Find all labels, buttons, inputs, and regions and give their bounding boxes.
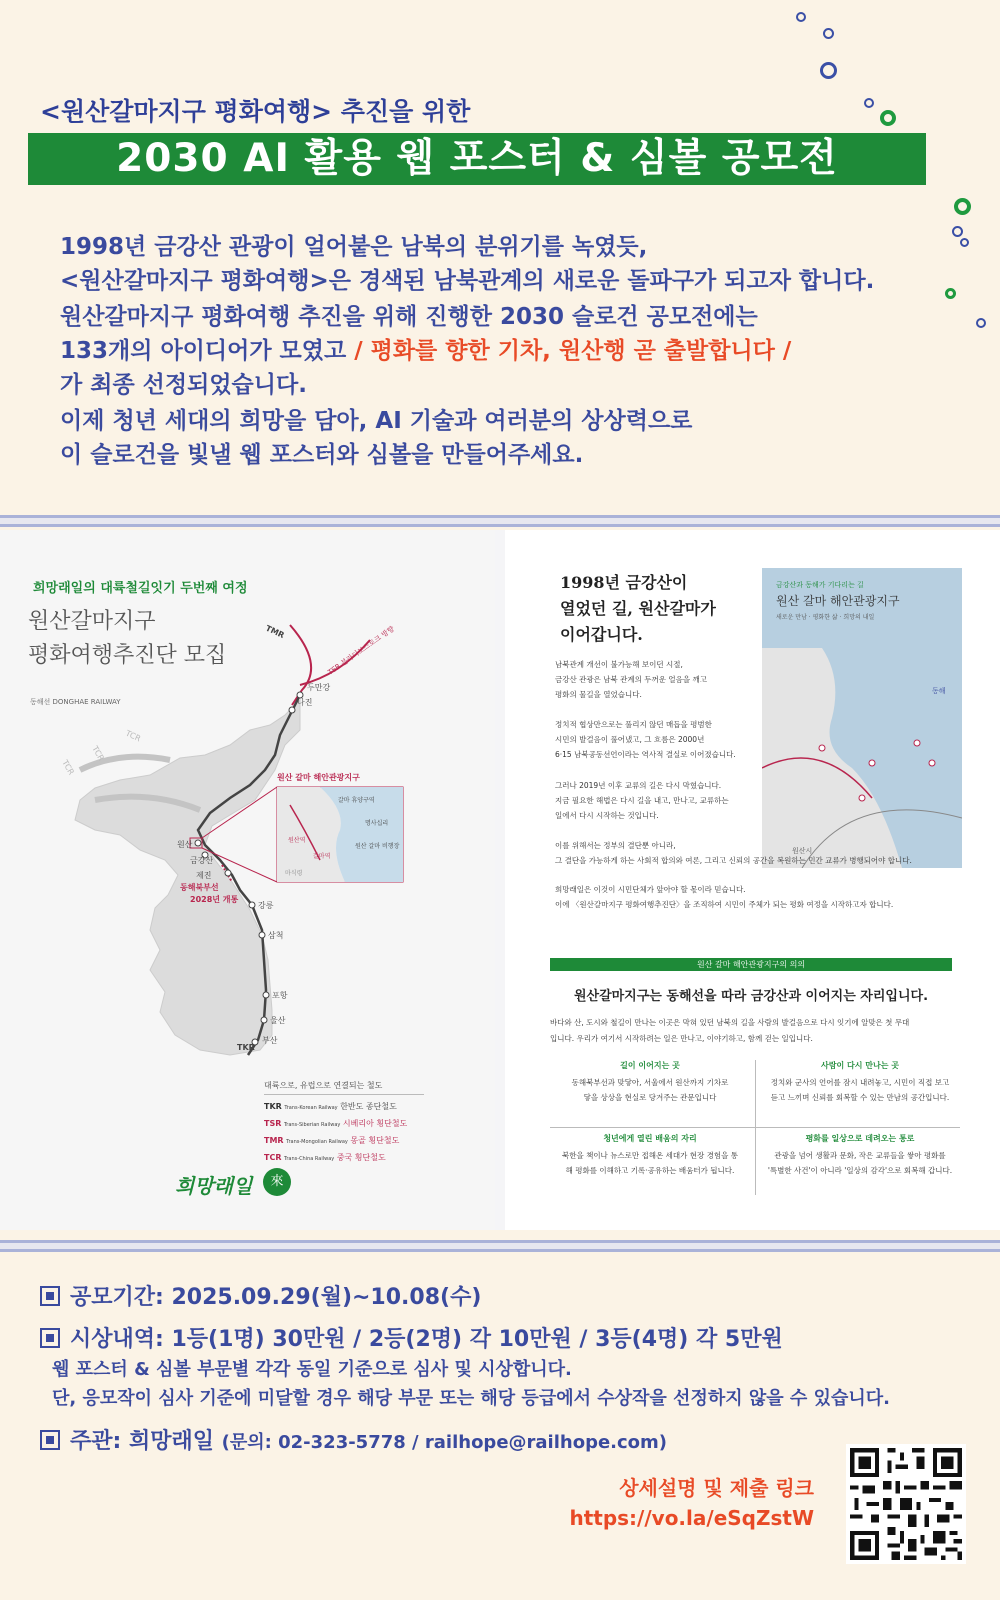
info-paragraph <box>555 778 760 823</box>
map-label: 나진 <box>297 698 313 707</box>
map-kicker: 금강산과 동해가 기다리는 길 <box>776 581 864 589</box>
map-label: 원산 갈마 비행장 <box>355 843 400 850</box>
contact-text: (문의: 02-323-5778 / railhope@railhope.com) <box>221 1432 668 1453</box>
intro-text: 133개의 아이디어가 모였고 <box>60 338 355 364</box>
contest-period <box>40 1280 481 1311</box>
intro-paragraph-1 <box>60 230 960 298</box>
cell-title: 평화를 일상으로 데려오는 통로 <box>805 1134 915 1143</box>
para-line: 그 결단을 가능하게 하는 사회적 합의와 여론, 그리고 신뢰의 공간을 복원하는 민간 교류가 병행되어야 합니다. <box>555 856 912 865</box>
poster-title <box>28 605 308 673</box>
legend-ko: 중국 횡단철도 <box>336 1153 386 1162</box>
para-line: 이에 〈원산갈마지구 평화여행추진단〉을 조직하여 시민이 주체가 되는 평화 여정을 시작하고자 합니다. <box>555 900 894 909</box>
legend-ko: 시베리아 횡단철도 <box>342 1119 408 1128</box>
map-label: 갈마역 <box>313 853 331 860</box>
bullet-box-icon <box>40 1286 60 1306</box>
map-label: TMR <box>264 623 286 641</box>
section-bar: 원산 갈마 해안관광지구의 의의 <box>550 958 952 971</box>
legend-en: Trans-Mongolian Railway <box>286 1139 348 1145</box>
desc-line: 바다와 산, 도시와 철길이 만나는 이곳은 막혀 있던 남북의 길을 사람의 발걸음으로 다시 잇기에 알맞은 첫 무대 <box>550 1018 910 1027</box>
legend-code: TSR <box>264 1119 282 1128</box>
poster-kicker: 희망래일의 대륙철길잇기 두번째 여정 <box>33 581 248 596</box>
info-poster <box>505 530 1000 1230</box>
poster-subline: 동해선 DONGHAE RAILWAY <box>30 698 121 706</box>
bullet-box-icon <box>40 1328 60 1348</box>
submission-link-label: 상세설명 및 제출 링크 <box>619 1476 814 1500</box>
legend-code: TMR <box>264 1136 284 1145</box>
poster-title-line: 원산갈마지구 <box>28 609 156 634</box>
para-line: 정치적 협상만으로는 풀리지 않던 매듭을 평범한 <box>555 720 712 729</box>
map-label: TCR <box>60 758 76 777</box>
intro-paragraph-3 <box>60 404 960 472</box>
decor-circle <box>864 98 874 108</box>
map-label: 명사십리 <box>365 820 389 827</box>
legend-row <box>264 1116 424 1133</box>
map-label: 갈마 휴양구역 <box>338 797 375 804</box>
info-paragraph <box>555 838 975 868</box>
legend-title: 대륙으로, 유럽으로 연결되는 철도 <box>264 1080 424 1095</box>
legend-ko: 몽골 횡단철도 <box>350 1136 400 1145</box>
cell-text: 해 평화를 이해하고 기록·공유하는 배움터가 됩니다. <box>565 1166 735 1175</box>
prize-note: 웹 포스터 & 심볼 부문별 각각 동일 기준으로 심사 및 시상합니다. <box>52 1359 572 1380</box>
legend-row <box>264 1133 424 1150</box>
map-label: 2028년 개통 <box>190 895 239 904</box>
cell-text: '특별한 사건'이 아니라 '일상의 감각'으로 회복해 갑니다. <box>767 1166 953 1175</box>
map-label: 금강산 <box>190 856 214 865</box>
para-line: 시민의 발걸음이 풀어냈고, 그 흐름은 2000년 <box>555 735 705 744</box>
info-paragraph <box>555 717 760 762</box>
cell-text: 정치와 군사의 언어를 잠시 내려놓고, 시민이 직접 보고 <box>770 1078 950 1087</box>
map-subtitle: 새로운 만남 · 평화한 삶 · 희망의 내일 <box>776 614 875 621</box>
poster-title-line: 평화여행추진단 모집 <box>28 643 227 668</box>
decor-circle <box>960 238 969 247</box>
grid-cell <box>550 1060 750 1105</box>
host-text: 주관: 희망래일 <box>70 1429 214 1454</box>
decor-circle <box>954 198 971 215</box>
intro-line: 이 슬로건을 빛낼 웹 포스터와 심볼을 만들어주세요. <box>60 442 584 468</box>
map-label: 원산시 <box>792 847 813 855</box>
map-label: 동해북부선 <box>180 883 219 892</box>
para-line: 그러나 2019년 이후 교류의 길은 다시 막혔습니다. <box>555 781 722 790</box>
railway-legend <box>264 1080 424 1167</box>
qr-code-icon[interactable] <box>846 1444 966 1564</box>
poster-preview-panels <box>0 530 1000 1230</box>
cell-text: 관광을 넘어 생활과 문화, 작은 교류들을 쌓아 평화를 <box>774 1151 946 1160</box>
legend-row <box>264 1099 424 1116</box>
slogan-highlight: / 평화를 향한 기차, 원산행 곧 출발합니다 / <box>354 338 792 364</box>
period-text: 공모기간: 2025.09.29(월)~10.08(수) <box>70 1285 482 1310</box>
railhope-logo-icon: 來 <box>263 1168 291 1196</box>
prize-note: 단, 응모작이 심사 기준에 미달할 경우 해당 부문 또는 해당 등급에서 수상작을 선정하지 않을 수 있습니다. <box>52 1388 890 1409</box>
divider-stripe <box>0 1240 1000 1252</box>
decor-circle <box>796 12 806 22</box>
legend-code: TCR <box>264 1153 282 1162</box>
cell-text: 닿을 상상을 현실로 당겨주는 관문입니다 <box>583 1093 717 1102</box>
divider-stripe <box>0 515 1000 527</box>
intro-line: 이제 청년 세대의 희망을 담아, AI 기술과 여러분의 상상력으로 <box>60 408 693 434</box>
significance-grid <box>550 1060 960 1195</box>
map-title: 원산 갈마 해안관광지구 <box>776 594 900 608</box>
railhope-logo: 희망래일 <box>175 1174 253 1198</box>
intro-line: <원산갈마지구 평화여행>은 경색된 남북관계의 새로운 돌파구가 되고자 합니다. <box>60 268 875 294</box>
decor-circle <box>880 110 896 126</box>
legend-ko: 한반도 종단철도 <box>340 1102 397 1111</box>
prizes-text: 시상내역: 1등(1명) 30만원 / 2등(2명) 각 10만원 / 3등(4명) 각 5만원 <box>70 1327 783 1352</box>
map-label: TKR <box>237 1043 255 1052</box>
para-line: 남북관계 개선이 불가능해 보이던 시절, <box>555 660 683 669</box>
info-title-line: 1998년 금강산이 <box>560 573 688 592</box>
map-label: 부산 <box>262 1036 278 1045</box>
info-paragraph <box>555 657 755 702</box>
info-paragraph <box>555 882 975 912</box>
para-line: 평화의 물길을 열었습니다. <box>555 690 642 699</box>
para-line: 6·15 남북공동선언이라는 역사적 결실로 이어졌습니다. <box>555 750 736 759</box>
map-label: 원산 <box>177 840 193 849</box>
map-label: 원산 갈마 해안관광지구 <box>277 773 360 782</box>
map-label: 마식령 <box>285 870 303 877</box>
info-poster-title <box>560 570 760 648</box>
map-label: 동해 <box>932 687 946 695</box>
decor-circle <box>820 62 837 79</box>
intro-line <box>60 334 960 368</box>
map-label: 울산 <box>270 1016 286 1025</box>
cell-text: 동해북부선과 맞닿아, 서울에서 원산까지 기차로 <box>571 1078 729 1087</box>
intro-line: 1998년 금강산 관광이 얼어붙은 남북의 분위기를 녹였듯, <box>60 234 648 260</box>
para-line: 일에서 다시 시작하는 것입니다. <box>555 811 659 820</box>
grid-cell <box>760 1060 960 1105</box>
bullet-box-icon <box>40 1430 60 1450</box>
desc-line: 입니다. 우리가 여기서 시작하려는 일은 만나고, 이야기하고, 함께 걷는 일입니다. <box>550 1034 813 1043</box>
grid-cell <box>550 1133 750 1178</box>
map-label: 두만강 <box>307 683 331 692</box>
grid-cell <box>760 1133 960 1178</box>
page-title: 2030 AI 활용 웹 포스터 & 심볼 공모전 <box>28 133 926 185</box>
legend-en: Trans-Siberian Railway <box>283 1122 341 1128</box>
contest-host <box>40 1424 667 1455</box>
legend-en: Trans-China Railway <box>284 1156 335 1162</box>
map-label: 포항 <box>272 991 288 1000</box>
cell-title: 청년에게 열린 배움의 자리 <box>603 1134 697 1143</box>
section-headline: 원산갈마지구는 동해선을 따라 금강산과 이어지는 자리입니다. <box>573 989 929 1004</box>
section-description <box>550 1015 960 1047</box>
map-label: TSR 블라디보스토크 방향 <box>326 624 396 677</box>
para-line: 이를 위해서는 정부의 결단뿐 아니라, <box>555 841 676 850</box>
cell-text: 듣고 느끼며 신뢰를 회복할 수 있는 만남의 공간입니다. <box>770 1093 950 1102</box>
cell-title: 길이 이어지는 곳 <box>620 1061 680 1070</box>
subtitle: <원산갈마지구 평화여행> 추진을 위한 <box>40 97 471 126</box>
map-label: TCR <box>90 744 106 763</box>
recruitment-poster <box>0 530 495 1230</box>
decor-circle <box>823 28 834 39</box>
grid-divider <box>550 1127 960 1128</box>
map-label: TCR <box>124 728 143 744</box>
map-label: 삼척 <box>268 931 284 940</box>
legend-code: TKR <box>264 1102 282 1111</box>
legend-en: Trans-Korean Railway <box>284 1105 338 1111</box>
submission-link[interactable]: https://vo.la/eSqZstW <box>569 1506 814 1530</box>
intro-paragraph-2 <box>60 300 960 402</box>
info-title-line: 열었던 길, 원산갈마가 <box>560 599 716 618</box>
galma-area-map <box>762 568 962 868</box>
map-label: 원산역 <box>288 837 306 844</box>
intro-line: 가 최종 선정되었습니다. <box>60 372 307 398</box>
contest-prizes <box>40 1322 783 1353</box>
map-label: 제진 <box>196 871 212 880</box>
para-line: 금강산 관광은 남북 관계의 두꺼운 얼음을 깨고 <box>555 675 707 684</box>
intro-line: 원산갈마지구 평화여행 추진을 위해 진행한 2030 슬로건 공모전에는 <box>60 304 758 330</box>
para-line: 희망래일은 이것이 시민단체가 앞아야 할 몫이라 믿습니다. <box>555 885 746 894</box>
para-line: 지금 필요한 해법은 다시 길을 내고, 만나고, 교류하는 <box>555 796 729 805</box>
legend-row <box>264 1150 424 1167</box>
decor-circle <box>976 318 986 328</box>
cell-text: 북한을 책이나 뉴스로만 접해온 세대가 현장 경험을 통 <box>561 1151 739 1160</box>
map-label: 강릉 <box>258 901 274 910</box>
info-title-line: 이어갑니다. <box>560 625 643 644</box>
cell-title: 사람이 다시 만나는 곳 <box>821 1061 899 1070</box>
